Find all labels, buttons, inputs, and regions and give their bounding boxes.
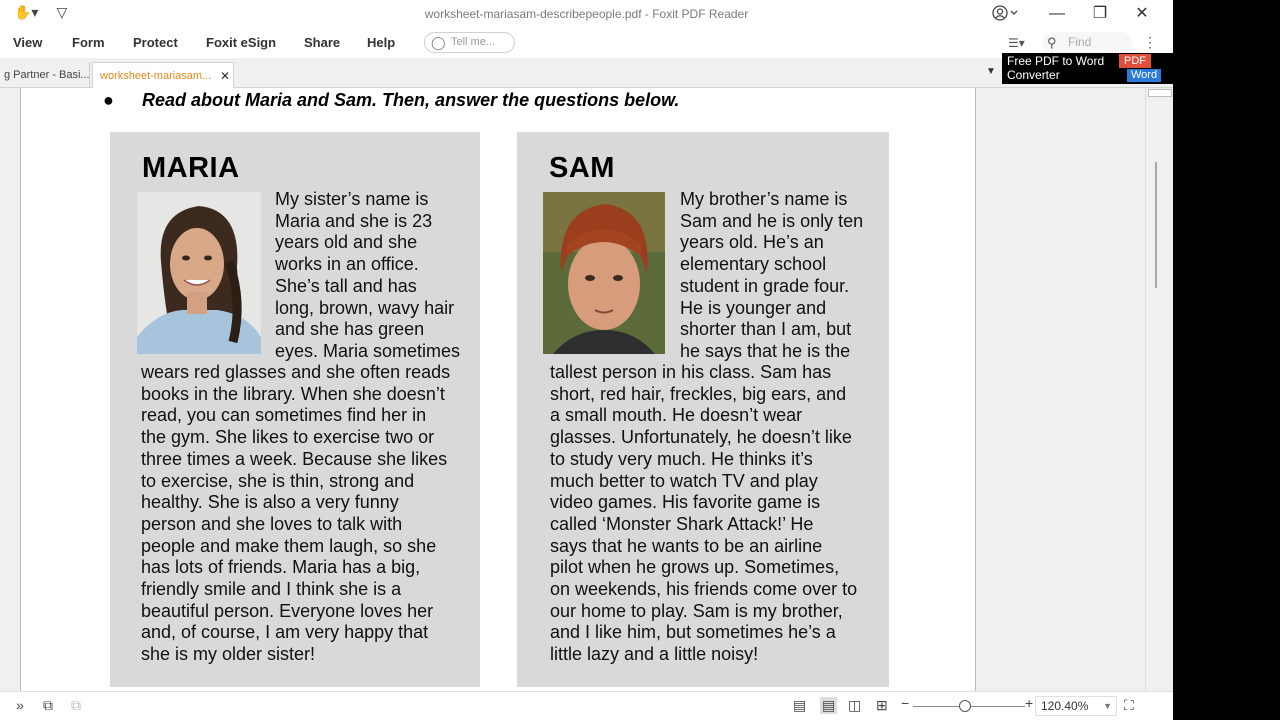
text-line: short, red hair, freckles, big ears, and: [550, 383, 847, 404]
text-line: called ‘Monster Shark Attack!’ He: [550, 513, 814, 534]
status-bar: [0, 691, 1173, 720]
pdf-page: [20, 88, 976, 691]
zoom-slider-knob[interactable]: [959, 700, 971, 712]
text-line: student in grade four.: [680, 275, 850, 296]
facing-page-icon[interactable]: ◫: [848, 697, 862, 713]
ad-line2: Converter: [1007, 68, 1060, 82]
expand-panel-icon[interactable]: »: [16, 697, 24, 713]
more-options-icon[interactable]: ⋮: [1143, 34, 1157, 50]
text-line: person and she loves to talk with: [141, 513, 403, 534]
pdf-badge: PDF: [1119, 54, 1151, 68]
paste-page-icon[interactable]: ⧉: [71, 697, 81, 713]
text-line: and she has green: [275, 319, 425, 340]
scroll-thumb[interactable]: [1155, 162, 1157, 288]
text-line: healthy. She is also a very funny: [141, 492, 399, 513]
text-line: My sister’s name is: [275, 189, 429, 209]
maria-heading: MARIA: [142, 152, 240, 184]
close-button[interactable]: ✕: [1135, 5, 1149, 22]
text-line: has lots of friends. Maria has a big,: [141, 557, 421, 578]
text-line: He is younger and: [680, 297, 827, 318]
pdf-to-word-ad[interactable]: [1002, 53, 1173, 84]
vertical-scrollbar[interactable]: [1145, 88, 1173, 691]
text-line: video games. His favorite game is: [550, 492, 821, 513]
sam-paragraph-top: [680, 189, 863, 363]
tab-partner[interactable]: [0, 62, 90, 88]
document-viewport[interactable]: [0, 88, 1145, 691]
text-line: on weekends, his friends come over to: [550, 579, 858, 600]
text-line: years old and she: [275, 232, 418, 253]
text-line: wears red glasses and she often reads: [141, 362, 451, 382]
continuous-facing-icon[interactable]: ⊞: [876, 697, 888, 713]
maria-paragraph-top: [275, 189, 460, 363]
zoom-value: 120.40%: [1041, 699, 1089, 713]
account-icon[interactable]: [992, 5, 1018, 24]
sam-box: [517, 132, 889, 687]
maria-box: [110, 132, 480, 687]
text-line: he says that he is the: [680, 340, 851, 361]
tab-label: g Partner - Basi...: [4, 69, 90, 81]
minimize-button[interactable]: —: [1049, 5, 1065, 22]
find-placeholder: Find: [1068, 35, 1092, 49]
maria-photo: [137, 192, 261, 354]
chevron-down-icon: ▼: [1103, 701, 1112, 711]
tell-me-box[interactable]: [424, 32, 515, 53]
ad-line1: Free PDF to Word: [1007, 54, 1105, 68]
tell-me-placeholder: Tell me...: [451, 36, 496, 48]
instruction-text: Read about Maria and Sam. Then, answer the questions below.: [142, 90, 680, 110]
text-line: three times a week. Because she likes: [141, 448, 448, 469]
zoom-in-icon[interactable]: +: [1025, 695, 1034, 711]
text-line: to study very much. He thinks it’s: [550, 448, 813, 469]
close-tab-icon[interactable]: ✕: [219, 69, 230, 83]
text-line: years old. He’s an: [680, 232, 824, 253]
menu-form[interactable]: Form: [72, 35, 105, 50]
text-line: works in an office.: [275, 254, 419, 275]
text-line: people and make them laugh, so she: [141, 535, 437, 556]
menu-view[interactable]: View: [13, 35, 43, 50]
single-page-icon[interactable]: ▤: [793, 697, 807, 713]
tab-list-dropdown-icon[interactable]: ▼: [986, 66, 996, 77]
hand-tool-icon[interactable]: ✋▾: [14, 4, 39, 20]
text-line: beautiful person. Everyone loves her: [141, 600, 434, 621]
menu-share[interactable]: Share: [304, 35, 341, 50]
text-line: little lazy and a little noisy!: [550, 644, 759, 665]
text-line: pilot when he grows up. Sometimes,: [550, 557, 840, 578]
scroll-up-button[interactable]: [1148, 89, 1172, 97]
bullet-icon: ●: [103, 90, 114, 110]
text-line: a small mouth. He doesn’t wear: [550, 405, 803, 426]
word-badge: Word: [1127, 69, 1161, 82]
text-line: glasses. Unfortunately, he doesn’t like: [550, 427, 852, 448]
sam-paragraph-bottom: [550, 362, 857, 666]
text-line: long, brown, wavy hair: [275, 297, 455, 318]
text-line: She’s tall and has: [275, 275, 417, 296]
menu-bar: [0, 28, 1173, 58]
fullscreen-icon[interactable]: ⛶: [1124, 697, 1134, 713]
text-line: to exercise, she is thin, strong and: [141, 470, 415, 491]
tab-label: worksheet-mariasam...: [100, 70, 212, 82]
lightbulb-icon: ◯: [431, 35, 446, 50]
restore-button[interactable]: ❐: [1092, 5, 1108, 22]
tab-worksheet[interactable]: [92, 62, 234, 88]
menu-foxit-esign[interactable]: Foxit eSign: [206, 35, 277, 50]
continuous-page-icon[interactable]: ▤: [822, 697, 836, 713]
text-line: books in the library. When she doesn’t: [141, 383, 445, 404]
find-input[interactable]: [1042, 32, 1132, 53]
window-title: worksheet-mariasam-describepeople.pdf - Foxit PDF Reader: [424, 7, 749, 21]
find-options-icon[interactable]: ☰▾: [1008, 36, 1025, 50]
menu-protect[interactable]: Protect: [133, 35, 178, 50]
text-line: she is my older sister!: [141, 644, 316, 665]
copy-page-icon[interactable]: ⧉: [43, 697, 53, 713]
menu-help[interactable]: Help: [367, 35, 396, 50]
text-line: friendly smile and I think she is a: [141, 579, 402, 600]
sam-photo: [543, 192, 665, 354]
customize-toolbar-icon[interactable]: ▽: [56, 4, 68, 20]
sam-heading: SAM: [549, 152, 615, 184]
text-line: Sam and he is only ten: [680, 210, 864, 231]
text-line: and, of course, I am very happy that: [141, 622, 429, 643]
tab-bar: [0, 58, 1173, 88]
text-line: Maria and she is 23: [275, 210, 433, 231]
maria-paragraph-bottom: [141, 362, 450, 666]
title-bar: [0, 0, 1173, 28]
zoom-level-field[interactable]: [1035, 696, 1117, 716]
text-line: our home to play. Sam is my brother,: [550, 600, 843, 621]
text-line: says that he wants to be an airline: [550, 535, 823, 556]
text-line: My brother’s name is: [680, 189, 848, 209]
text-line: elementary school: [680, 254, 827, 275]
text-line: tallest person in his class. Sam has: [550, 362, 832, 382]
text-line: shorter than I am, but: [680, 319, 852, 340]
text-line: eyes. Maria sometimes: [275, 340, 461, 361]
search-icon: ⚲: [1047, 35, 1057, 50]
text-line: much better to watch TV and play: [550, 470, 818, 491]
text-line: the gym. She likes to exercise two or: [141, 427, 435, 448]
zoom-out-icon[interactable]: −: [901, 695, 910, 711]
text-line: read, you can sometimes find her in: [141, 405, 427, 426]
text-line: and I like him, but sometimes he’s a: [550, 622, 836, 643]
screen-edge: [1173, 0, 1280, 720]
